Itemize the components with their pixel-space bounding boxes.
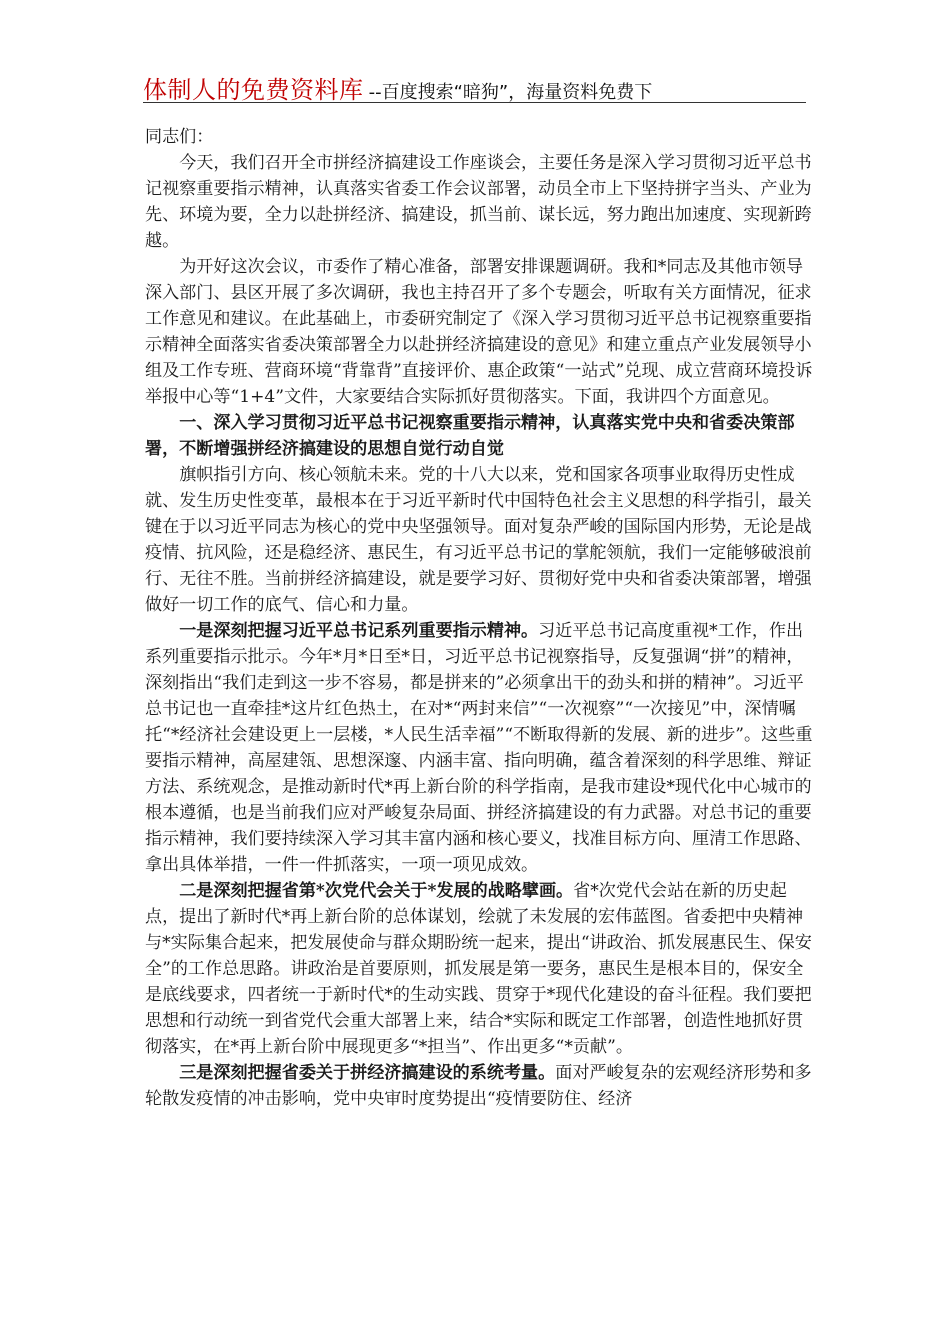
point-1-body: 习近平总书记高度重视*工作，作出系列重要指示批示。今年*月*日至*日，习近平总书记视察指导，反复强调“拼”的精神，深刻指出“我们走到这一步不容易，都是拼来的”必须拿出干的劲头和拼的精神”。习近平总书记也一直牵挂*这片红色热土，在对*“两封来信”“一次视察”“一次接见”中，深情嘱托“*经济社会建设更上一层楼，*人民生活幸福”“不断取得新的发展、新的进步”。这些重要指示精神，高屋建瓴、思想深邃、内涵丰富、指向明确，蕴含着深刻的科学思维、辩证方法、系统观念，是推动新时代*再上新台阶的科学指南，是我市建设*现代化中心城市的根本遵循，也是当前我们应对严峻复杂局面、拼经济搞建设的有力武器。对总书记的重要指示精神，我们要持续深入学习其丰富内涵和核心要义，找准目标方向、厘清工作思路、拿出具体举措，一件一件抓落实，一项一项见成效。: [145, 621, 813, 875]
point-2-lead: 二是深刻把握省第*次党代会关于*发展的战略擘画。: [179, 881, 574, 901]
point-2-body: 省*次党代会站在新的历史起点，提出了新时代*再上新台阶的总体谋划，绘就了未发展的宏伟蓝图。省委把中央精神与*实际集合起来，把发展使命与群众期盼统一起来，提出“讲政治、抓发展惠民生、保安全”的工作总思路。讲政治是首要原则，抓发展是第一要务，惠民生是根本目的，保安全是底线要求，四者统一于新时代*的生动实践、贯穿于*现代化建设的奋斗征程。我们要把思想和行动统一到省党代会重大部署上来，结合*实际和既定工作部署，创造性地抓好贯彻落实，在*再上新台阶中展现更多“*担当”、作出更多“*贡献”。: [145, 881, 812, 1057]
section-1-paragraph: 旗帜指引方向、核心领航未来。党的十八大以来，党和国家各项事业取得历史性成就、发生历史性变革，最根本在于习近平新时代中国特色社会主义思想的科学指引，最关键在于以习近平同志为核心的党中央坚强领导。面对复杂严峻的国际国内形势，无论是战疫情、抗风险，还是稳经济、惠民生，有习近平总书记的掌舵领航，我们一定能够破浪前行、无往不胜。当前拼经济搞建设，就是要学习好、贯彻好党中央和省委决策部署，增强做好一切工作的底气、信心和力量。: [145, 465, 812, 615]
header-brand[interactable]: 体制人的免费资料库: [143, 76, 364, 102]
section-1-heading: 一、深入学习贯彻习近平总书记视察重要指示精神，认真落实党中央和省委决策部署，不断增强拼经济搞建设的思想自觉行动自觉: [145, 413, 795, 459]
point-2-paragraph: [145, 878, 815, 1060]
point-1-lead: 一是深刻把握习近平总书记系列重要指示精神。: [179, 621, 539, 641]
header-divider: [143, 102, 806, 103]
point-3-body: 面对严峻复杂的宏观经济形势和多轮散发疫情的冲击影响，党中央审时度势提出“疫情要防住、经济: [145, 1063, 812, 1109]
intro-paragraph-2: 为开好这次会议，市委作了精心准备，部署安排课题调研。我和*同志及其他市领导深入部门、县区开展了多次调研，我也主持召开了多个专题会，听取有关方面情况，征求工作意见和建议。在此基础上，市委研究制定了《深入学习贯彻习近平总书记视察重要指示精神全面落实省委决策部署全力以赴拼经济搞建设的意见》和建立重点产业发展领导小组及工作专班、营商环境“背靠背”直接评价、惠企政策“一站式”兑现、成立营商环境投诉举报中心等“1+4”文件，大家要结合实际抓好贯彻落实。下面，我讲四个方面意见。: [145, 257, 813, 407]
header-slogan: --百度搜索“暗狗”，海量资料免费下: [368, 82, 653, 102]
document-body: [145, 124, 815, 1112]
point-3-paragraph: [145, 1060, 815, 1112]
intro-paragraph-1: 今天，我们召开全市拼经济搞建设工作座谈会，主要任务是深入学习贯彻习近平总书记视察重要指示精神，认真落实省委工作会议部署，动员全市上下坚持拼字当头、产业为先、环境为要，全力以赴拼经济、搞建设，抓当前、谋长远，努力跑出加速度、实现新跨越。: [145, 153, 812, 251]
point-3-lead: 三是深刻把握省委关于拼经济搞建设的系统考量。: [179, 1063, 556, 1083]
site-header: [143, 70, 806, 102]
salutation: 同志们：: [145, 127, 214, 147]
point-1-paragraph: [145, 618, 815, 878]
